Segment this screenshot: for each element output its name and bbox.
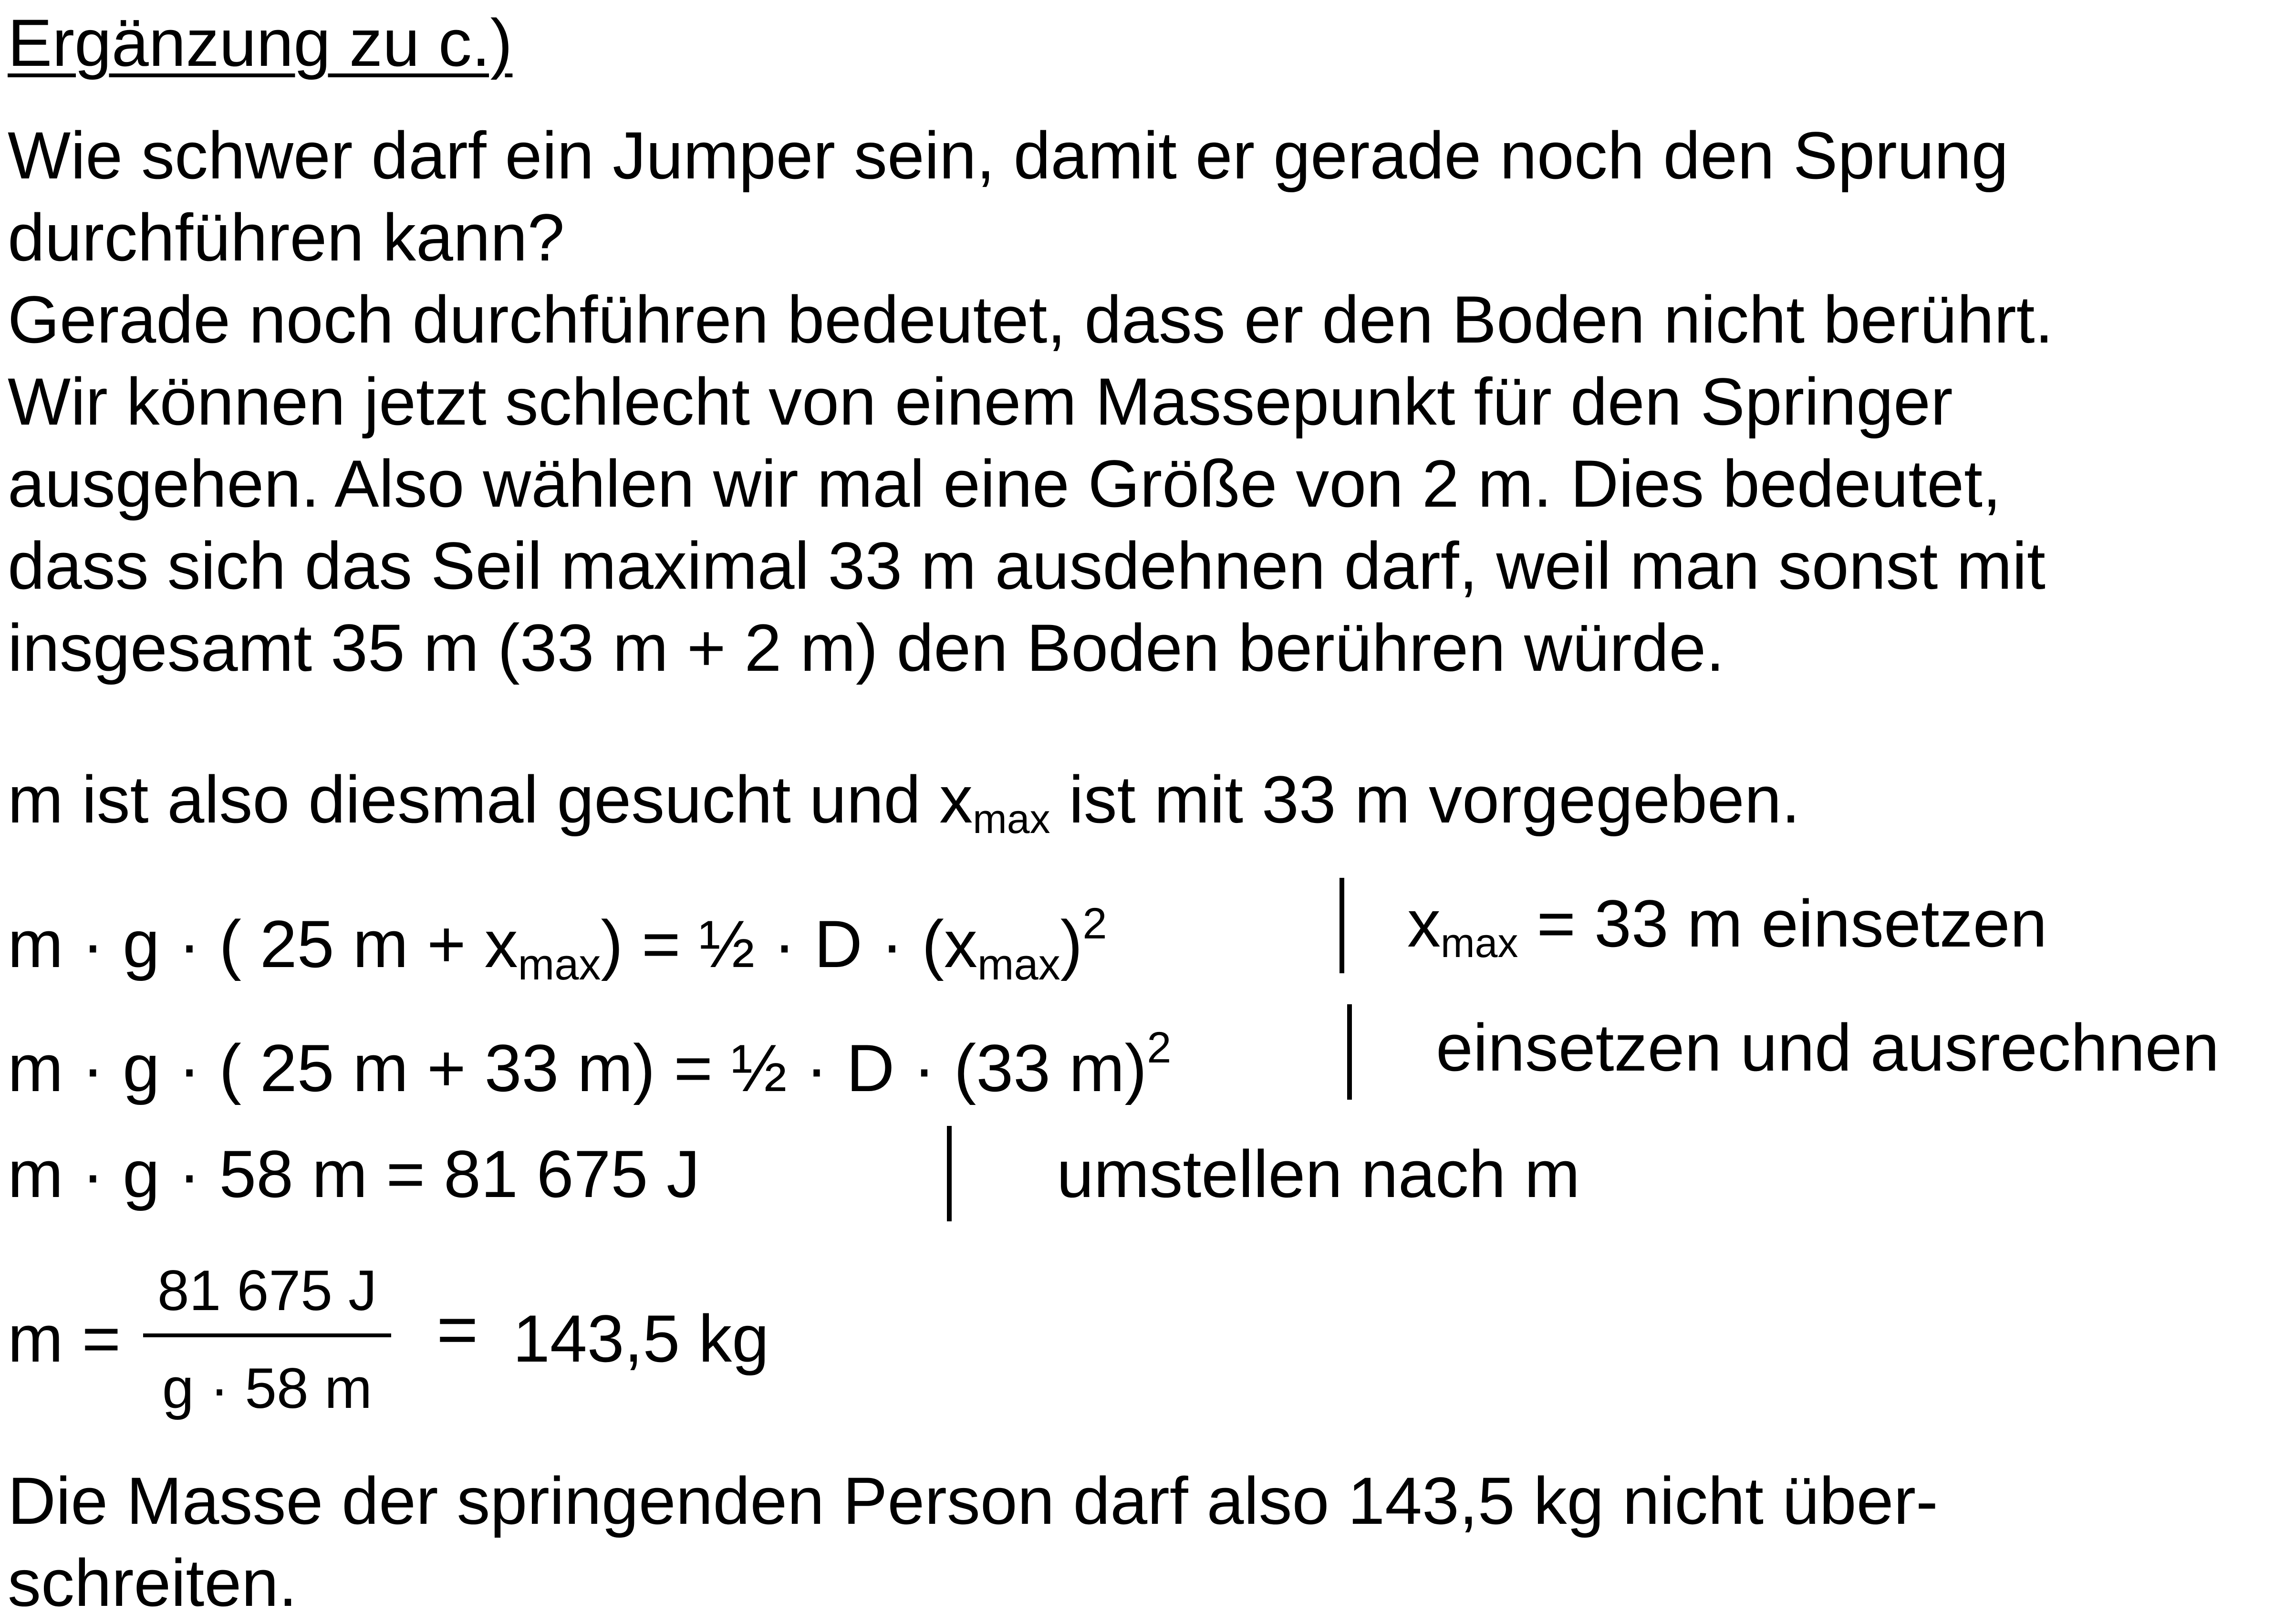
eq1-sub-1: max [518,940,601,989]
equation-1 [8,883,1107,1006]
eq4-fraction-bar [143,1333,391,1337]
intro-line: dass sich das Seil maximal 33 m ausdehnen darf, weil man sonst mit [8,528,2046,603]
eq1-note-rest: = 33 m einsetzen [1518,886,2047,961]
eq4-equals: = [436,1289,478,1369]
intro-line: ausgehen. Also wählen wir mal eine Größe von 2 m. Dies bedeutet, [8,446,2001,521]
conclusion-line: Die Masse der springenden Person darf also 143,5 kg nicht über- [8,1463,1938,1538]
eq4-denominator: g · 58 m [162,1356,373,1420]
eq2-separator [1347,1004,1352,1100]
given-sub: max [973,796,1050,842]
intro-line: durchführen kann? [8,200,565,275]
conclusion-paragraph [8,1460,1938,1624]
eq3-text: m · g · 58 m = 81 675 J [8,1136,700,1211]
eq1-note [1407,883,2047,984]
eq1-note-x: x [1407,886,1441,961]
intro-line: Gerade noch durchführen bedeutet, dass er den Boden nicht berührt. [8,282,2054,357]
equation-2 [8,1007,1171,1109]
eq3-separator [947,1126,952,1221]
given-suffix: ist mit 33 m vorgegeben. [1050,762,1800,837]
eq2-sup: 2 [1147,1023,1172,1072]
conclusion-line: schreiten. [8,1545,297,1620]
eq2-text: m · g · ( 25 m + 33 m) = ½ · D · (33 m) [8,1031,1147,1105]
intro-line: Wie schwer darf ein Jumper sein, damit er gerade noch den Sprung [8,118,2009,193]
given-statement [8,759,1800,860]
given-prefix: m ist also diesmal gesucht und x [8,762,973,837]
eq4-result: 143,5 kg [513,1301,769,1376]
eq2-note: einsetzen und ausrechnen [1436,1010,2220,1085]
eq1-part-c: ) [1060,906,1083,981]
eq1-sup: 2 [1082,899,1107,948]
heading: Ergänzung zu c.) [8,5,513,80]
eq1-part-b: ) = ½ · D · (x [601,906,977,981]
intro-line: Wir können jetzt schlecht von einem Massepunkt für den Springer [8,364,1953,439]
eq4-lhs: m = [8,1301,121,1376]
intro-paragraph [8,115,2053,689]
eq3-note: umstellen nach m [1057,1136,1580,1211]
intro-line: insgesamt 35 m (33 m + 2 m) den Boden berühren würde. [8,610,1725,685]
eq1-part-a: m · g · ( 25 m + x [8,906,518,981]
equation-3 [8,1133,700,1215]
eq1-note-sub: max [1441,920,1518,966]
eq4-numerator: 81 675 J [157,1259,377,1322]
eq1-sub-2: max [977,940,1060,989]
eq1-separator [1340,878,1344,973]
